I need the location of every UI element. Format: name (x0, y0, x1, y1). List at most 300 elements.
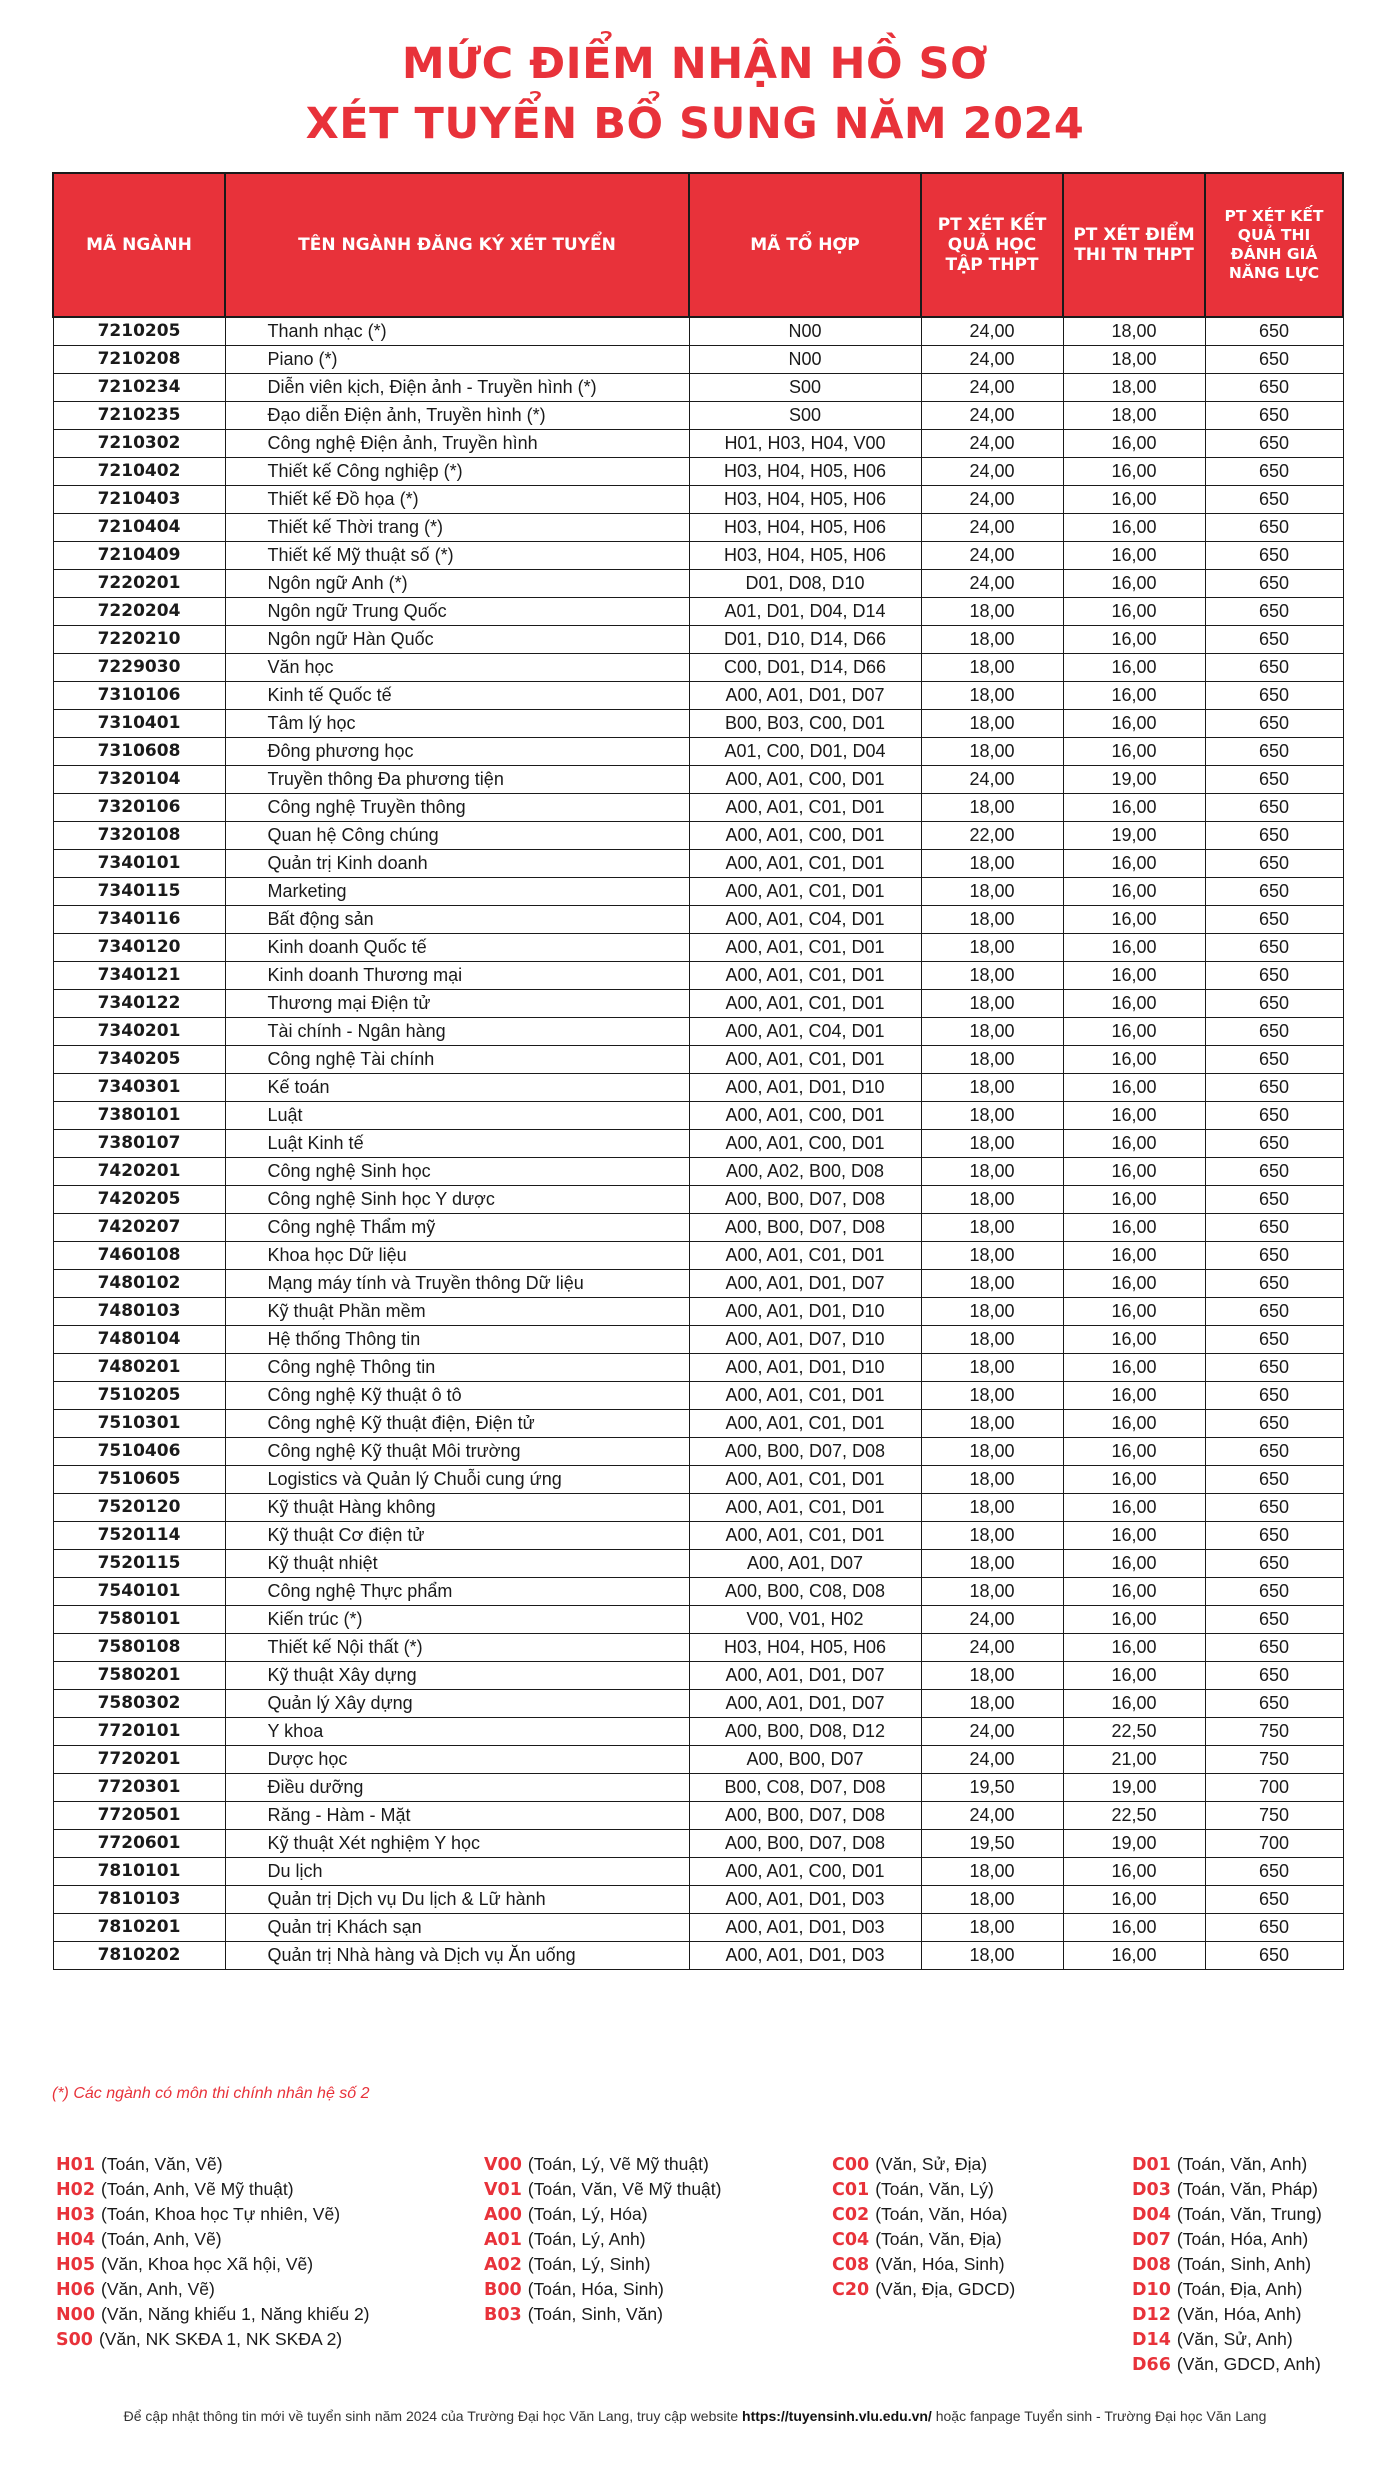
hs-transcript-score: 18,00 (921, 1326, 1063, 1354)
competency-score: 650 (1205, 1354, 1343, 1382)
table-row (53, 1354, 1343, 1382)
subject-combo: A00, A01, D07, D10 (689, 1326, 921, 1354)
major-name: Thiết kế Mỹ thuật số (*) (225, 542, 689, 570)
subject-combo: C00, D01, D14, D66 (689, 654, 921, 682)
legend-column-3 (832, 2152, 1015, 2302)
national-exam-score: 16,00 (1063, 1914, 1205, 1942)
major-code: 7220210 (53, 626, 225, 654)
major-code: 7480103 (53, 1298, 225, 1326)
national-exam-score: 16,00 (1063, 1186, 1205, 1214)
hs-transcript-score: 18,00 (921, 906, 1063, 934)
competency-score: 650 (1205, 1858, 1343, 1886)
subject-combo: A00, A01, C01, D01 (689, 794, 921, 822)
table-row (53, 1858, 1343, 1886)
hs-transcript-score: 18,00 (921, 962, 1063, 990)
major-code: 7210404 (53, 514, 225, 542)
major-code: 7210403 (53, 486, 225, 514)
major-code: 7420201 (53, 1158, 225, 1186)
hs-transcript-score: 24,00 (921, 1634, 1063, 1662)
competency-score: 650 (1205, 794, 1343, 822)
hs-transcript-score: 22,00 (921, 822, 1063, 850)
legend-code: H01 (56, 2155, 95, 2175)
table-row (53, 1494, 1343, 1522)
subject-combo: A00, A01, C01, D01 (689, 1410, 921, 1438)
competency-score: 650 (1205, 1018, 1343, 1046)
competency-score: 650 (1205, 1102, 1343, 1130)
legend-item (484, 2152, 721, 2177)
hs-transcript-score: 24,00 (921, 317, 1063, 346)
legend-item (484, 2177, 721, 2202)
header-competency-exam: PT XÉT KẾT QUẢ THI ĐÁNH GIÁ NĂNG LỰC (1205, 173, 1343, 317)
legend-description: (Toán, Lý, Vẽ Mỹ thuật) (527, 2154, 709, 2174)
legend-item (832, 2277, 1015, 2302)
national-exam-score: 16,00 (1063, 878, 1205, 906)
major-code: 7310401 (53, 710, 225, 738)
major-name: Ngôn ngữ Trung Quốc (225, 598, 689, 626)
legend-code: V01 (484, 2180, 522, 2200)
national-exam-score: 19,00 (1063, 766, 1205, 794)
table-row (53, 1438, 1343, 1466)
hs-transcript-score: 18,00 (921, 1886, 1063, 1914)
subject-combo: A00, A01, D01, D03 (689, 1914, 921, 1942)
table-row (53, 850, 1343, 878)
subject-combo: A00, B00, C08, D08 (689, 1578, 921, 1606)
competency-score: 650 (1205, 598, 1343, 626)
subject-combo: A00, A01, C00, D01 (689, 1858, 921, 1886)
table-row (53, 1186, 1343, 1214)
national-exam-score: 16,00 (1063, 1438, 1205, 1466)
major-name: Công nghệ Sinh học Y dược (225, 1186, 689, 1214)
legend-description: (Toán, Khoa học Tự nhiên, Vẽ) (101, 2204, 341, 2224)
major-code: 7580101 (53, 1606, 225, 1634)
table-row (53, 710, 1343, 738)
competency-score: 650 (1205, 1214, 1343, 1242)
competency-score: 650 (1205, 1550, 1343, 1578)
competency-score: 650 (1205, 738, 1343, 766)
legend-item (832, 2252, 1015, 2277)
header-major-name: TÊN NGÀNH ĐĂNG KÝ XÉT TUYỂN (225, 173, 689, 317)
table-row (53, 1270, 1343, 1298)
legend-description: (Văn, Sử, Anh) (1176, 2329, 1293, 2349)
major-name: Kế toán (225, 1074, 689, 1102)
national-exam-score: 16,00 (1063, 514, 1205, 542)
hs-transcript-score: 18,00 (921, 710, 1063, 738)
national-exam-score: 16,00 (1063, 1326, 1205, 1354)
major-name: Kinh doanh Thương mại (225, 962, 689, 990)
subject-combo: A00, A01, C01, D01 (689, 962, 921, 990)
subject-combo: A00, A01, C04, D01 (689, 1018, 921, 1046)
national-exam-score: 16,00 (1063, 486, 1205, 514)
table-header-row (53, 173, 1343, 317)
table-row (53, 626, 1343, 654)
national-exam-score: 16,00 (1063, 934, 1205, 962)
major-name: Đông phương học (225, 738, 689, 766)
hs-transcript-score: 18,00 (921, 990, 1063, 1018)
hs-transcript-score: 24,00 (921, 458, 1063, 486)
national-exam-score: 18,00 (1063, 374, 1205, 402)
hs-transcript-score: 18,00 (921, 1662, 1063, 1690)
competency-score: 650 (1205, 934, 1343, 962)
national-exam-score: 16,00 (1063, 1130, 1205, 1158)
major-name: Công nghệ Điện ảnh, Truyền hình (225, 430, 689, 458)
major-code: 7210235 (53, 402, 225, 430)
major-code: 7810101 (53, 1858, 225, 1886)
major-name: Công nghệ Thẩm mỹ (225, 1214, 689, 1242)
header-subject-combo: MÃ TỔ HỢP (689, 173, 921, 317)
major-name: Luật Kinh tế (225, 1130, 689, 1158)
legend-description: (Toán, Địa, Anh) (1176, 2279, 1303, 2299)
legend-item (56, 2302, 370, 2327)
major-name: Công nghệ Thông tin (225, 1354, 689, 1382)
hs-transcript-score: 19,50 (921, 1830, 1063, 1858)
competency-score: 650 (1205, 1410, 1343, 1438)
subject-combo: A00, B00, D08, D12 (689, 1718, 921, 1746)
national-exam-score: 22,50 (1063, 1718, 1205, 1746)
subject-combo: H03, H04, H05, H06 (689, 542, 921, 570)
major-name: Thiết kế Công nghiệp (*) (225, 458, 689, 486)
national-exam-score: 16,00 (1063, 962, 1205, 990)
national-exam-score: 16,00 (1063, 1942, 1205, 1970)
table-row (53, 1942, 1343, 1970)
competency-score: 650 (1205, 766, 1343, 794)
national-exam-score: 16,00 (1063, 1018, 1205, 1046)
table-row (53, 1214, 1343, 1242)
website-link[interactable]: https://tuyensinh.vlu.edu.vn/ (742, 2408, 932, 2424)
legend-description: (Toán, Văn, Trung) (1176, 2204, 1322, 2224)
competency-score: 650 (1205, 1662, 1343, 1690)
major-code: 7310106 (53, 682, 225, 710)
competency-score: 650 (1205, 1046, 1343, 1074)
legend-code: D10 (1132, 2280, 1171, 2300)
subject-combo: A00, A01, C00, D01 (689, 766, 921, 794)
table-row (53, 794, 1343, 822)
competency-score: 650 (1205, 1074, 1343, 1102)
competency-score: 650 (1205, 1466, 1343, 1494)
competency-score: 650 (1205, 990, 1343, 1018)
subject-combo: A01, D01, D04, D14 (689, 598, 921, 626)
major-code: 7310608 (53, 738, 225, 766)
national-exam-score: 16,00 (1063, 430, 1205, 458)
competency-score: 650 (1205, 486, 1343, 514)
hs-transcript-score: 18,00 (921, 1438, 1063, 1466)
page-title-line-2: XÉT TUYỂN BỔ SUNG NĂM 2024 (305, 99, 1085, 149)
table-row (53, 1074, 1343, 1102)
major-code: 7480201 (53, 1354, 225, 1382)
major-name: Thiết kế Nội thất (*) (225, 1634, 689, 1662)
legend-description: (Toán, Văn, Địa) (875, 2229, 1002, 2249)
major-name: Luật (225, 1102, 689, 1130)
hs-transcript-score: 18,00 (921, 738, 1063, 766)
major-name: Công nghệ Truyền thông (225, 794, 689, 822)
table-row (53, 1802, 1343, 1830)
competency-score: 650 (1205, 1298, 1343, 1326)
subject-combo: D01, D10, D14, D66 (689, 626, 921, 654)
major-code: 7220201 (53, 570, 225, 598)
table-row (53, 1410, 1343, 1438)
competency-score: 650 (1205, 822, 1343, 850)
major-code: 7420207 (53, 1214, 225, 1242)
legend-item (1132, 2177, 1322, 2202)
hs-transcript-score: 18,00 (921, 1494, 1063, 1522)
major-code: 7210302 (53, 430, 225, 458)
subject-combo: A00, B00, D07 (689, 1746, 921, 1774)
admission-score-table (52, 172, 1344, 1970)
table-row (53, 1746, 1343, 1774)
major-name: Bất động sản (225, 906, 689, 934)
major-name: Logistics và Quản lý Chuỗi cung ứng (225, 1466, 689, 1494)
table-row (53, 990, 1343, 1018)
major-name: Diễn viên kịch, Điện ảnh - Truyền hình (*) (225, 374, 689, 402)
major-name: Điều dưỡng (225, 1774, 689, 1802)
competency-score: 650 (1205, 1382, 1343, 1410)
major-code: 7380101 (53, 1102, 225, 1130)
competency-score: 700 (1205, 1830, 1343, 1858)
subject-combo: A00, A01, D01, D07 (689, 1270, 921, 1298)
major-code: 7420205 (53, 1186, 225, 1214)
national-exam-score: 16,00 (1063, 1214, 1205, 1242)
major-name: Thanh nhạc (*) (225, 317, 689, 346)
hs-transcript-score: 18,00 (921, 1466, 1063, 1494)
legend-item (484, 2277, 721, 2302)
hs-transcript-score: 18,00 (921, 1410, 1063, 1438)
table-row (53, 1242, 1343, 1270)
table-row (53, 682, 1343, 710)
subject-combo: V00, V01, H02 (689, 1606, 921, 1634)
legend-item (832, 2152, 1015, 2177)
competency-score: 650 (1205, 1130, 1343, 1158)
hs-transcript-score: 24,00 (921, 486, 1063, 514)
legend-code: S00 (56, 2330, 93, 2350)
major-name: Quản trị Khách sạn (225, 1914, 689, 1942)
legend-code: H04 (56, 2230, 95, 2250)
table-row (53, 962, 1343, 990)
legend-description: (Toán, Lý, Anh) (527, 2229, 646, 2249)
national-exam-score: 16,00 (1063, 1662, 1205, 1690)
legend-code: D04 (1132, 2205, 1171, 2225)
major-name: Thương mại Điện tử (225, 990, 689, 1018)
subject-combo: A00, A01, C01, D01 (689, 850, 921, 878)
subject-combo: A00, A01, C01, D01 (689, 1522, 921, 1550)
major-name: Kỹ thuật Cơ điện tử (225, 1522, 689, 1550)
major-code: 7520115 (53, 1550, 225, 1578)
national-exam-score: 16,00 (1063, 1242, 1205, 1270)
major-name: Tài chính - Ngân hàng (225, 1018, 689, 1046)
footnote: (*) Các ngành có môn thi chính nhân hệ số 2 (52, 2085, 370, 2102)
major-code: 7580302 (53, 1690, 225, 1718)
national-exam-score: 16,00 (1063, 710, 1205, 738)
national-exam-score: 16,00 (1063, 1382, 1205, 1410)
subject-combo: H01, H03, H04, V00 (689, 430, 921, 458)
legend-code: D01 (1132, 2155, 1171, 2175)
hs-transcript-score: 18,00 (921, 626, 1063, 654)
subject-combo: A00, B00, D07, D08 (689, 1214, 921, 1242)
major-name: Văn học (225, 654, 689, 682)
subject-combo: A00, A01, C01, D01 (689, 1494, 921, 1522)
major-code: 7340115 (53, 878, 225, 906)
major-code: 7380107 (53, 1130, 225, 1158)
subject-combo: A00, A01, C00, D01 (689, 822, 921, 850)
major-name: Quản trị Kinh doanh (225, 850, 689, 878)
subject-combo: A00, A01, C01, D01 (689, 1046, 921, 1074)
header-major-code: MÃ NGÀNH (53, 173, 225, 317)
major-name: Mạng máy tính và Truyền thông Dữ liệu (225, 1270, 689, 1298)
table-row (53, 1774, 1343, 1802)
competency-score: 650 (1205, 346, 1343, 374)
table-row (53, 1018, 1343, 1046)
table-row (53, 1550, 1343, 1578)
major-name: Quản lý Xây dựng (225, 1690, 689, 1718)
major-code: 7220204 (53, 598, 225, 626)
major-code: 7320108 (53, 822, 225, 850)
subject-combo: A00, A01, C04, D01 (689, 906, 921, 934)
subject-combo: A00, A01, C00, D01 (689, 1102, 921, 1130)
subject-combo: A00, A01, D01, D07 (689, 1662, 921, 1690)
major-code: 7520120 (53, 1494, 225, 1522)
legend-description: (Văn, Sử, Địa) (875, 2154, 988, 2174)
national-exam-score: 21,00 (1063, 1746, 1205, 1774)
legend-code: C00 (832, 2155, 870, 2175)
legend-code: A01 (484, 2230, 522, 2250)
table-row (53, 317, 1343, 346)
legend-code: B03 (484, 2305, 522, 2325)
hs-transcript-score: 24,00 (921, 430, 1063, 458)
legend-description: (Văn, Khoa học Xã hội, Vẽ) (101, 2254, 314, 2274)
national-exam-score: 16,00 (1063, 570, 1205, 598)
major-code: 7320106 (53, 794, 225, 822)
hs-transcript-score: 18,00 (921, 1130, 1063, 1158)
page-title-line-1: MỨC ĐIỂM NHẬN HỒ SƠ (401, 39, 989, 89)
table-row (53, 1522, 1343, 1550)
national-exam-score: 16,00 (1063, 1522, 1205, 1550)
header-hs-transcript: PT XÉT KẾT QUẢ HỌC TẬP THPT (921, 173, 1063, 317)
major-code: 7210402 (53, 458, 225, 486)
legend-description: (Toán, Văn, Anh) (1176, 2154, 1308, 2174)
major-name: Kỹ thuật Xây dựng (225, 1662, 689, 1690)
national-exam-score: 18,00 (1063, 346, 1205, 374)
legend-column-2 (484, 2152, 721, 2327)
legend-description: (Toán, Hóa, Anh) (1176, 2229, 1309, 2249)
major-name: Công nghệ Tài chính (225, 1046, 689, 1074)
subject-combo: A00, B00, D07, D08 (689, 1438, 921, 1466)
competency-score: 750 (1205, 1802, 1343, 1830)
hs-transcript-score: 18,00 (921, 598, 1063, 626)
major-name: Piano (*) (225, 346, 689, 374)
subject-combo: A00, B00, D07, D08 (689, 1830, 921, 1858)
legend-code: C02 (832, 2205, 870, 2225)
national-exam-score: 16,00 (1063, 654, 1205, 682)
table-body (53, 317, 1343, 1970)
major-name: Hệ thống Thông tin (225, 1326, 689, 1354)
major-code: 7510301 (53, 1410, 225, 1438)
table-row (53, 1326, 1343, 1354)
competency-score: 650 (1205, 402, 1343, 430)
major-name: Kinh doanh Quốc tế (225, 934, 689, 962)
competency-score: 650 (1205, 878, 1343, 906)
hs-transcript-score: 24,00 (921, 570, 1063, 598)
major-name: Truyền thông Đa phương tiện (225, 766, 689, 794)
major-code: 7340201 (53, 1018, 225, 1046)
legend-code: H05 (56, 2255, 95, 2275)
major-code: 7210205 (53, 317, 225, 346)
table-row (53, 906, 1343, 934)
hs-transcript-score: 18,00 (921, 1858, 1063, 1886)
table-row (53, 738, 1343, 766)
table-row (53, 1662, 1343, 1690)
legend-item (484, 2202, 721, 2227)
legend-code: H06 (56, 2280, 95, 2300)
major-code: 7340101 (53, 850, 225, 878)
major-code: 7810201 (53, 1914, 225, 1942)
legend-item (484, 2302, 721, 2327)
subject-combo: D01, D08, D10 (689, 570, 921, 598)
competency-score: 650 (1205, 1522, 1343, 1550)
hs-transcript-score: 18,00 (921, 1690, 1063, 1718)
major-name: Quản trị Nhà hàng và Dịch vụ Ăn uống (225, 1942, 689, 1970)
competency-score: 650 (1205, 682, 1343, 710)
subject-combo: H03, H04, H05, H06 (689, 486, 921, 514)
hs-transcript-score: 18,00 (921, 850, 1063, 878)
major-code: 7480102 (53, 1270, 225, 1298)
table-row (53, 542, 1343, 570)
hs-transcript-score: 18,00 (921, 654, 1063, 682)
competency-score: 650 (1205, 1942, 1343, 1970)
national-exam-score: 16,00 (1063, 738, 1205, 766)
major-name: Dược học (225, 1746, 689, 1774)
national-exam-score: 16,00 (1063, 1550, 1205, 1578)
table-row (53, 654, 1343, 682)
national-exam-score: 16,00 (1063, 1634, 1205, 1662)
major-code: 7510205 (53, 1382, 225, 1410)
table-row (53, 1382, 1343, 1410)
major-code: 7510406 (53, 1438, 225, 1466)
subject-combo: A00, A02, B00, D08 (689, 1158, 921, 1186)
competency-score: 650 (1205, 710, 1343, 738)
major-code: 7810202 (53, 1942, 225, 1970)
competency-score: 700 (1205, 1774, 1343, 1802)
bottom-note-suffix: hoặc fanpage Tuyển sinh - Trường Đại học Văn Lang (931, 2408, 1267, 2424)
subject-combo: A00, A01, C01, D01 (689, 1242, 921, 1270)
subject-combo: N00 (689, 317, 921, 346)
legend-code: D03 (1132, 2180, 1171, 2200)
national-exam-score: 16,00 (1063, 542, 1205, 570)
major-name: Răng - Hàm - Mặt (225, 1802, 689, 1830)
table-row (53, 1130, 1343, 1158)
competency-score: 650 (1205, 1886, 1343, 1914)
competency-score: 750 (1205, 1718, 1343, 1746)
hs-transcript-score: 18,00 (921, 682, 1063, 710)
legend-item (1132, 2277, 1322, 2302)
table-row (53, 1606, 1343, 1634)
competency-score: 650 (1205, 1494, 1343, 1522)
subject-combo: S00 (689, 374, 921, 402)
major-name: Thiết kế Đồ họa (*) (225, 486, 689, 514)
subject-combo: A00, A01, C01, D01 (689, 934, 921, 962)
national-exam-score: 16,00 (1063, 1858, 1205, 1886)
competency-score: 650 (1205, 514, 1343, 542)
hs-transcript-score: 24,00 (921, 1802, 1063, 1830)
subject-combo: A00, A01, D01, D10 (689, 1074, 921, 1102)
table-row (53, 458, 1343, 486)
national-exam-score: 16,00 (1063, 1102, 1205, 1130)
hs-transcript-score: 18,00 (921, 878, 1063, 906)
major-name: Kỹ thuật Phần mềm (225, 1298, 689, 1326)
competency-score: 650 (1205, 850, 1343, 878)
table-row (53, 514, 1343, 542)
hs-transcript-score: 18,00 (921, 1214, 1063, 1242)
subject-combo: A00, A01, D01, D10 (689, 1298, 921, 1326)
major-name: Marketing (225, 878, 689, 906)
national-exam-score: 16,00 (1063, 1578, 1205, 1606)
